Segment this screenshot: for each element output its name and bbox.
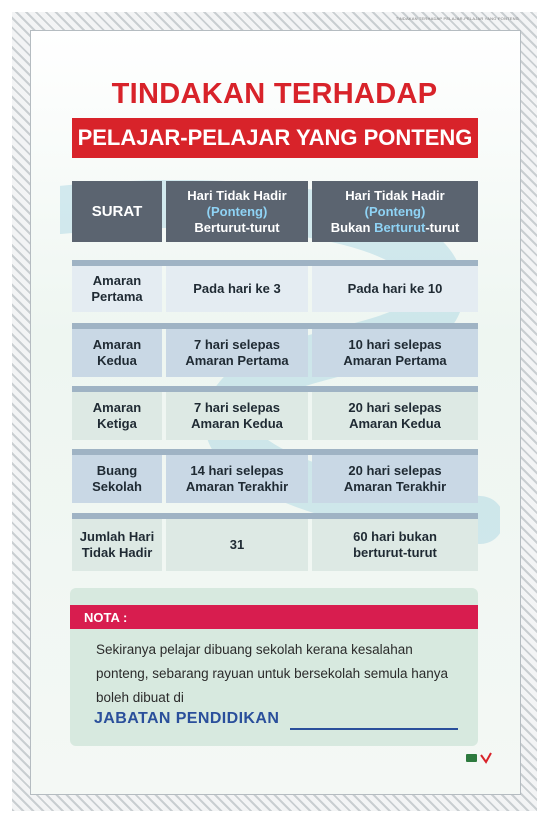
row4-surat: Buang Sekolah [72,455,162,503]
header-bukan-line3: Bukan Berturut-turut [330,219,460,235]
header-bukan-line2: (Ponteng) [364,203,426,219]
ministry-logo [480,752,492,764]
authority-name: JABATAN PENDIDIKAN [94,710,280,727]
header-note: TINDAKAN TERHADAP PELAJAR-PELAJAR YANG PONTENG [395,16,519,21]
nota-label: NOTA : [84,609,128,625]
nota-text: Sekiranya pelajar dibuang sekolah kerana kesalahan ponteng, sebarang rayuan untuk bersekolah semula hanya boleh dibuat di [96,642,448,705]
row4-berturut: 14 hari selepas Amaran Terakhir [166,455,308,503]
row1-surat: Amaran Pertama [72,266,162,312]
poster-title: TINDAKAN TERHADAP [111,78,438,110]
row1-bukan-berturut: Pada hari ke 10 [312,266,478,312]
row2-bukan-berturut: 10 hari selepas Amaran Pertama [312,329,478,377]
row3-surat: Amaran Ketiga [72,392,162,440]
row3-berturut: 7 hari selepas Amaran Kedua [166,392,308,440]
row5-surat: Jumlah Hari Tidak Hadir [72,519,162,571]
subtitle-text: PELAJAR-PELAJAR YANG PONTENG [77,125,473,150]
header-surat [72,181,162,242]
nota-bar [70,605,478,629]
header-berturut [166,181,308,242]
row2-berturut: 7 hari selepas Amaran Pertama [166,329,308,377]
poster-subtitle [72,118,478,158]
row5-bukan-berturut: 60 hari bukan berturut-turut [312,519,478,571]
header-bukan-berturut [312,181,478,242]
row5-berturut: 31 [166,519,308,571]
malaysia-flag-logo [466,754,477,762]
row1-berturut: Pada hari ke 3 [166,266,308,312]
header-berturut-line3: Berturut-turut [194,219,280,235]
header-surat-label: SURAT [91,202,143,220]
authority-underline [290,728,458,730]
row4-bukan-berturut: 20 hari selepas Amaran Terakhir [312,455,478,503]
header-berturut-line1: Hari Tidak Hadir [187,187,287,203]
header-berturut-line2: (Ponteng) [206,203,268,219]
row3-bukan-berturut: 20 hari selepas Amaran Kedua [312,392,478,440]
header-bukan-line1: Hari Tidak Hadir [345,187,445,203]
row2-surat: Amaran Kedua [72,329,162,377]
